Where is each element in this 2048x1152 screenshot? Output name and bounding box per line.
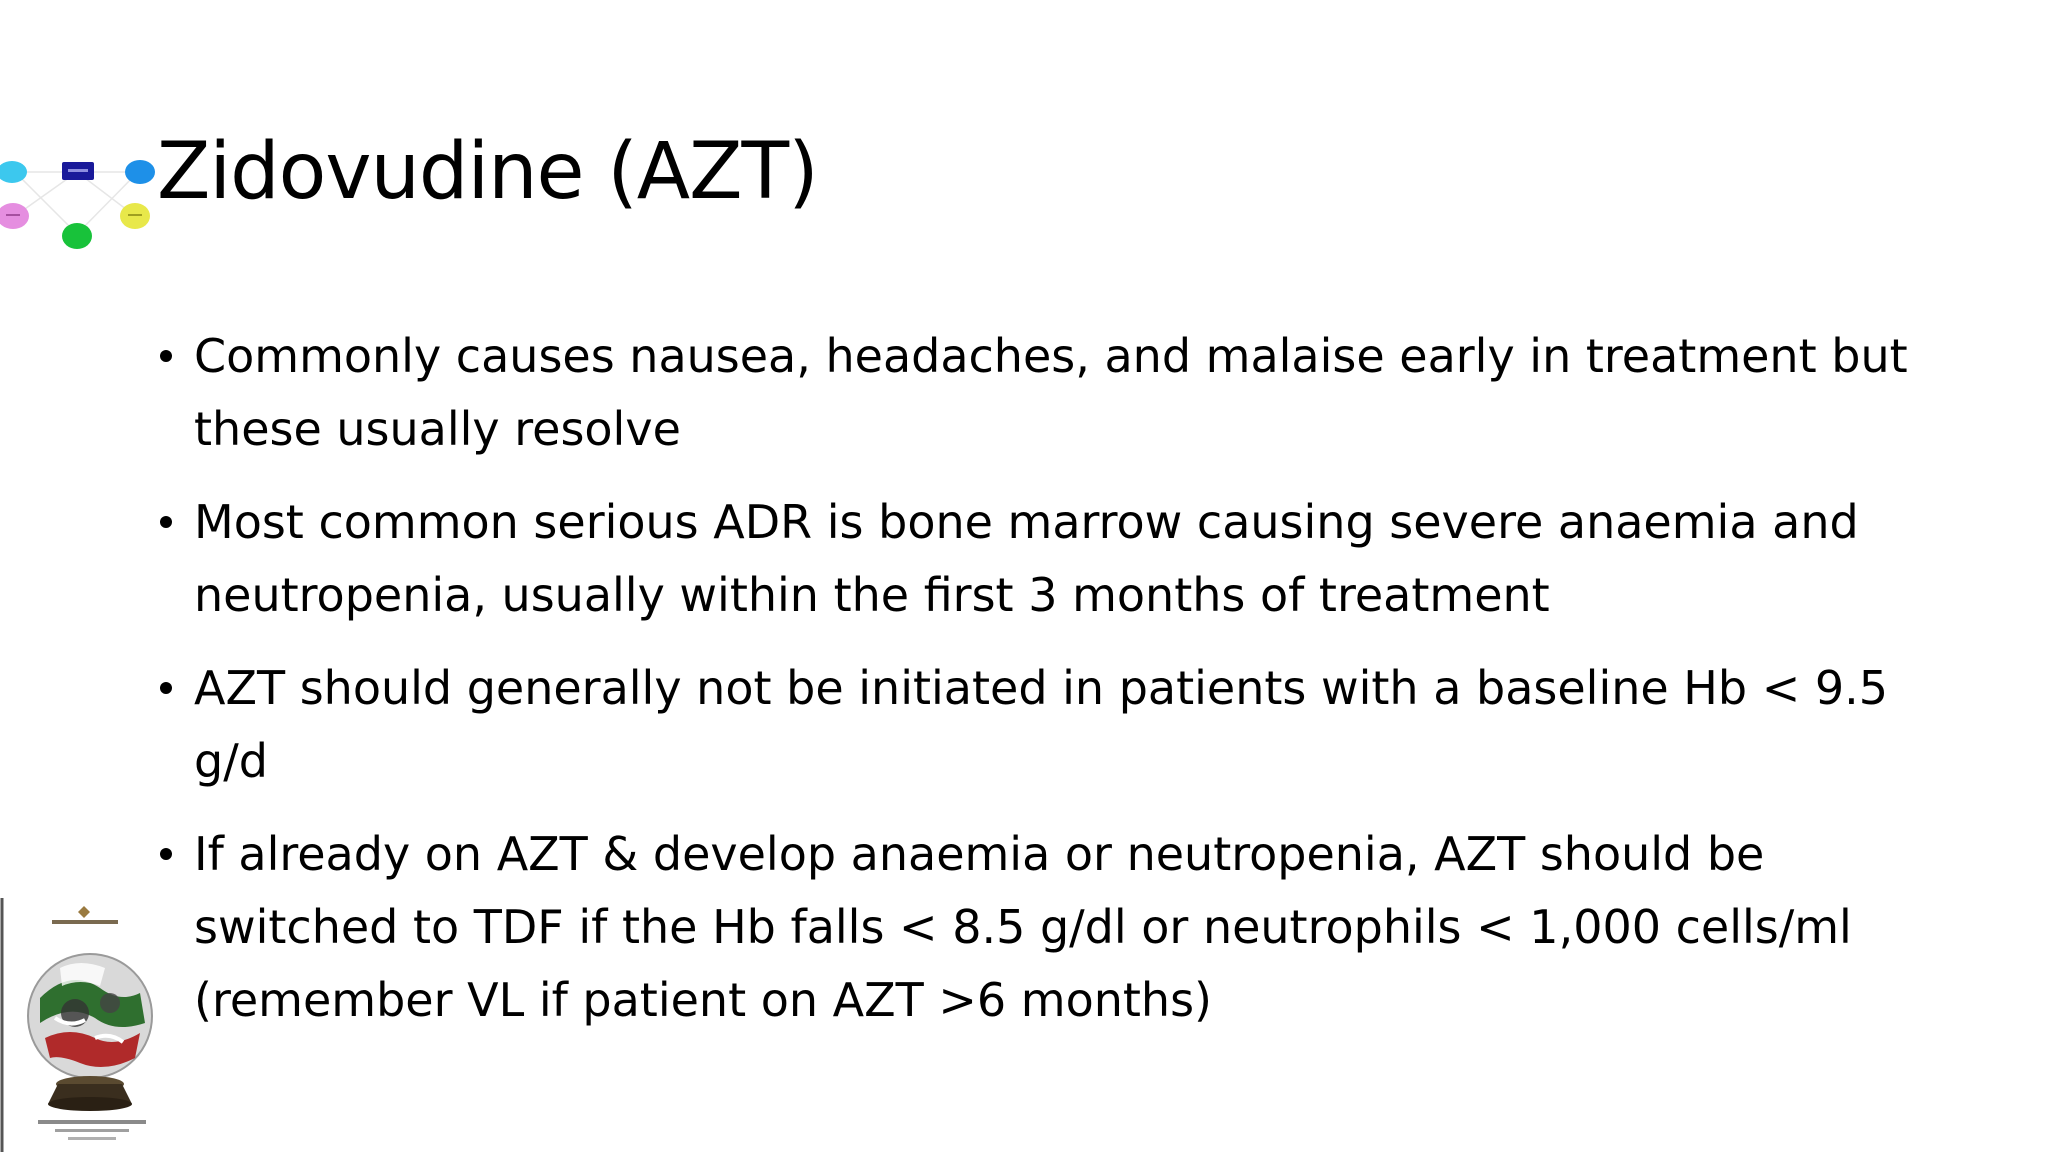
bullet-text: Most common serious ADR is bone marrow causing severe anaemia and neutropenia, usually within the first 3 months of treatment bbox=[194, 495, 1859, 622]
bullet-text: Commonly causes nausea, headaches, and malaise early in treatment but these usually resolve bbox=[194, 329, 1908, 456]
bullet-item bbox=[157, 818, 1937, 1037]
diagram-node-blue bbox=[125, 160, 155, 184]
globe-seal-logo bbox=[0, 888, 172, 1152]
bullet-dot-icon bbox=[160, 516, 172, 528]
bullet-dot-icon bbox=[160, 350, 172, 362]
bullet-dot-icon bbox=[160, 682, 172, 694]
slide-title: Zidovudine (AZT) bbox=[157, 127, 818, 217]
node-diagram-icon bbox=[0, 148, 160, 258]
bullet-dot-icon bbox=[160, 848, 172, 860]
bullet-list bbox=[157, 320, 1937, 1057]
bullet-text: AZT should generally not be initiated in patients with a baseline Hb < 9.5 g/d bbox=[194, 661, 1889, 788]
bullet-item bbox=[157, 320, 1937, 466]
bullet-item bbox=[157, 486, 1937, 632]
diagram-node-green bbox=[62, 223, 92, 249]
bullet-text: If already on AZT & develop anaemia or neutropenia, AZT should be switched to TDF if the Hb falls < 8.5 g/dl or neutrophils < 1,000 cells/ml (remember VL if patient on AZT >6 months) bbox=[194, 827, 1852, 1027]
bullet-item bbox=[157, 652, 1937, 798]
